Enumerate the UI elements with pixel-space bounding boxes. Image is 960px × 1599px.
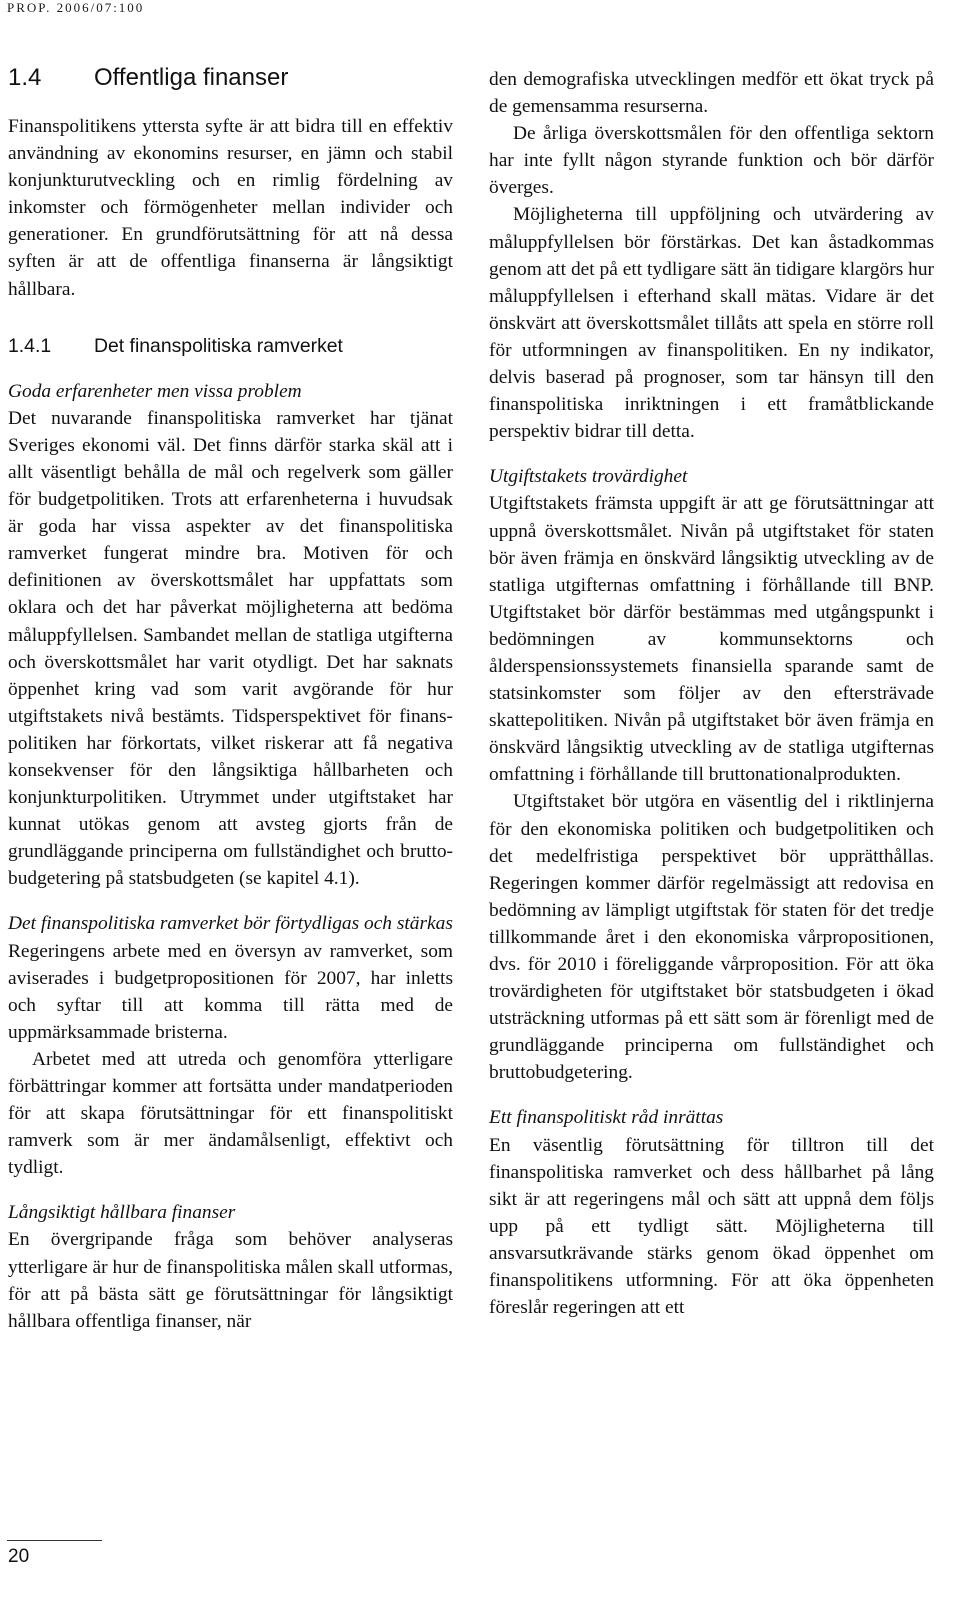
right-heading-1: Utgiftstakets trovärdighet <box>489 466 688 488</box>
right-paragraph-1: den demografiska utvecklingen medför ett ökat tryck på de gemensamma resurserna. <box>489 69 934 118</box>
page-number: 20 <box>8 1546 30 1567</box>
left-heading-2: Det finanspolitiska ramverket bör förtydligas och stärkas <box>8 913 453 935</box>
right-paragraph-5: Utgiftstaket bör utgöra en väsentlig del i riktlinjerna för den ekonomiska politiken och budgetpolitiken och det medelfristiga perspektivet bör upprätthållas. Regeringen kommer därför regelmässigt att redovisa en bedömning av lämpligt utgiftstak för staten för det tredje tillkommande året i den ekonomiska vårpropositionen, dvs. för 2010 i föreliggande vårproposition. För att öka trovärdigheten för utgiftstaket bör statsbudgeten i ökad utsträckning utformas på ett sätt som är förenligt med de grundläggande principerna om fullständighet och bruttobudgetering. <box>489 791 934 1084</box>
subsection-heading <box>8 333 453 360</box>
section-heading <box>8 62 453 94</box>
running-header: PROP. 2006/07:100 <box>7 0 145 15</box>
right-paragraph-6: En väsentlig förutsättning för tilltron till det finanspolitiska ramverket och dess hållbarhet på lång sikt är att regeringens mål och sätt att uppnå dem följs upp på ett tydligt sätt. Möjligheterna till ansvarsutkrävande stärks genom ökad öppenhet om finanspolitikens utformning. För att öka öppenheten föreslår regeringen att ett <box>489 1134 934 1319</box>
left-paragraph-1: Det nuvarande finanspolitiska ramverket har tjänat Sveriges ekonomi väl. Det finns därför starka skäl att i allt väsentligt behålla de mål och regelverk som gäller för budgetpolitiken. Trots att erfarenheterna i huvudsak är goda har vissa aspekter av det finanspolitiska ramverket fungerat mindre bra. Motiven för och definitionen av överskottsmålet har uppfattats som oklara och det har påverkat möjligheterna att bedöma måluppfyllelsen. Sambandet mellan de statliga utgifterna och överskottsmålet har varit otydligt. Det har saknats öppenhet kring vad som varit avgörande för hur utgiftstakets nivå bestämts. Tidsperspektivet för finanspolitiken har förkortats, vilket riskerar att få negativa konsekvenser för den långsiktiga hållbarheten och konjunkturpolitiken. Utrymmet under utgiftstaket har kunnat utökas genom att avsteg gjorts från de grundläggande principerna om fullständighet och bruttobudgetering på statsbudgeten (se kapitel 4.1). <box>8 407 453 890</box>
right-column <box>489 66 934 1321</box>
left-paragraph-2: Regeringens arbete med en översyn av ramverket, som aviserades i budgetpropositionen för 2007, har inletts och syftar till att komma till rätta med de uppmärksammade bristerna. <box>8 940 453 1043</box>
right-heading-2: Ett finanspolitiskt råd inrättas <box>489 1107 724 1129</box>
left-paragraph-4: En övergripande fråga som behöver analyseras ytterligare är hur de finanspolitiska målen skall utformas, för att på bästa sätt ge förutsättningar för långsiktigt hållbara offentliga finanser, när <box>8 1229 453 1332</box>
right-paragraph-2: De årliga överskottsmålen för den offentliga sektorn har inte fyllt någon styrande funktion och bör därför överges. <box>489 123 934 199</box>
left-heading-3: Långsiktigt hållbara finanser <box>8 1202 236 1224</box>
subsection-title: Det finanspolitiska ramverket <box>94 334 343 357</box>
footer-rule <box>7 1540 102 1541</box>
right-paragraph-3: Möjligheterna till uppföljning och utvärdering av måluppfyllelsen bör förstärkas. Det kan åstadkommas genom att det på ett tydligare sätt än tidigare klargörs hur måluppfyllelsen i efterhand skall mätas. Vidare är det önskvärt att överskottsmålet tillåts att spela en större roll för utformningen av finanspolitiken. En ny indikator, delvis baserad på prognoser, som tar hänsyn till den finanspolitiska inriktningen i ett framåtblickande perspektiv bidrar till detta. <box>489 204 934 443</box>
left-paragraph-3: Arbetet med att utreda och genomföra ytterligare förbättringar kommer att fortsätta under mandatperioden för att skapa förutsättningar för ett finanspolitiskt ramverk som är mer ändamålsenligt, effektivt och tydligt. <box>8 1048 453 1179</box>
section-title: Offentliga finanser <box>94 64 289 91</box>
section-intro: Finanspolitikens yttersta syfte är att bidra till en effektiv användning av ekonomins resurser, en jämn och stabil konjunkturutveckling och en rimlig fördelning av inkomster och förmögenheter mellan individer och generationer. En grundförutsättning för att nå dessa syften är att de offentliga finanserna är långsiktigt hållbara. <box>8 116 453 300</box>
left-column <box>8 62 453 1335</box>
section-number: 1.4 <box>8 64 42 91</box>
right-paragraph-4: Utgiftstakets främsta uppgift är att ge förutsättningar att uppnå överskottsmålet. Nivån på utgiftstaket för staten bör även främja en önskvärd långsiktig utveckling av de statliga utgifternas omfattning i förhållande till BNP. Utgiftstaket bör därför bestämmas med utgångspunkt i bedömningen av kommunsektorns och ålderspensionssystemets finansiella sparande samt de statsinkomster som följer av den eftersträvade skattepolitiken. Nivån på utgiftstaket bör även främja en önskvärd långsiktig utveckling av de statliga utgifternas omfattning i förhållande till bruttonationalprodukten. <box>489 493 934 786</box>
left-heading-1: Goda erfarenheter men vissa problem <box>8 380 302 402</box>
subsection-number: 1.4.1 <box>8 334 52 357</box>
